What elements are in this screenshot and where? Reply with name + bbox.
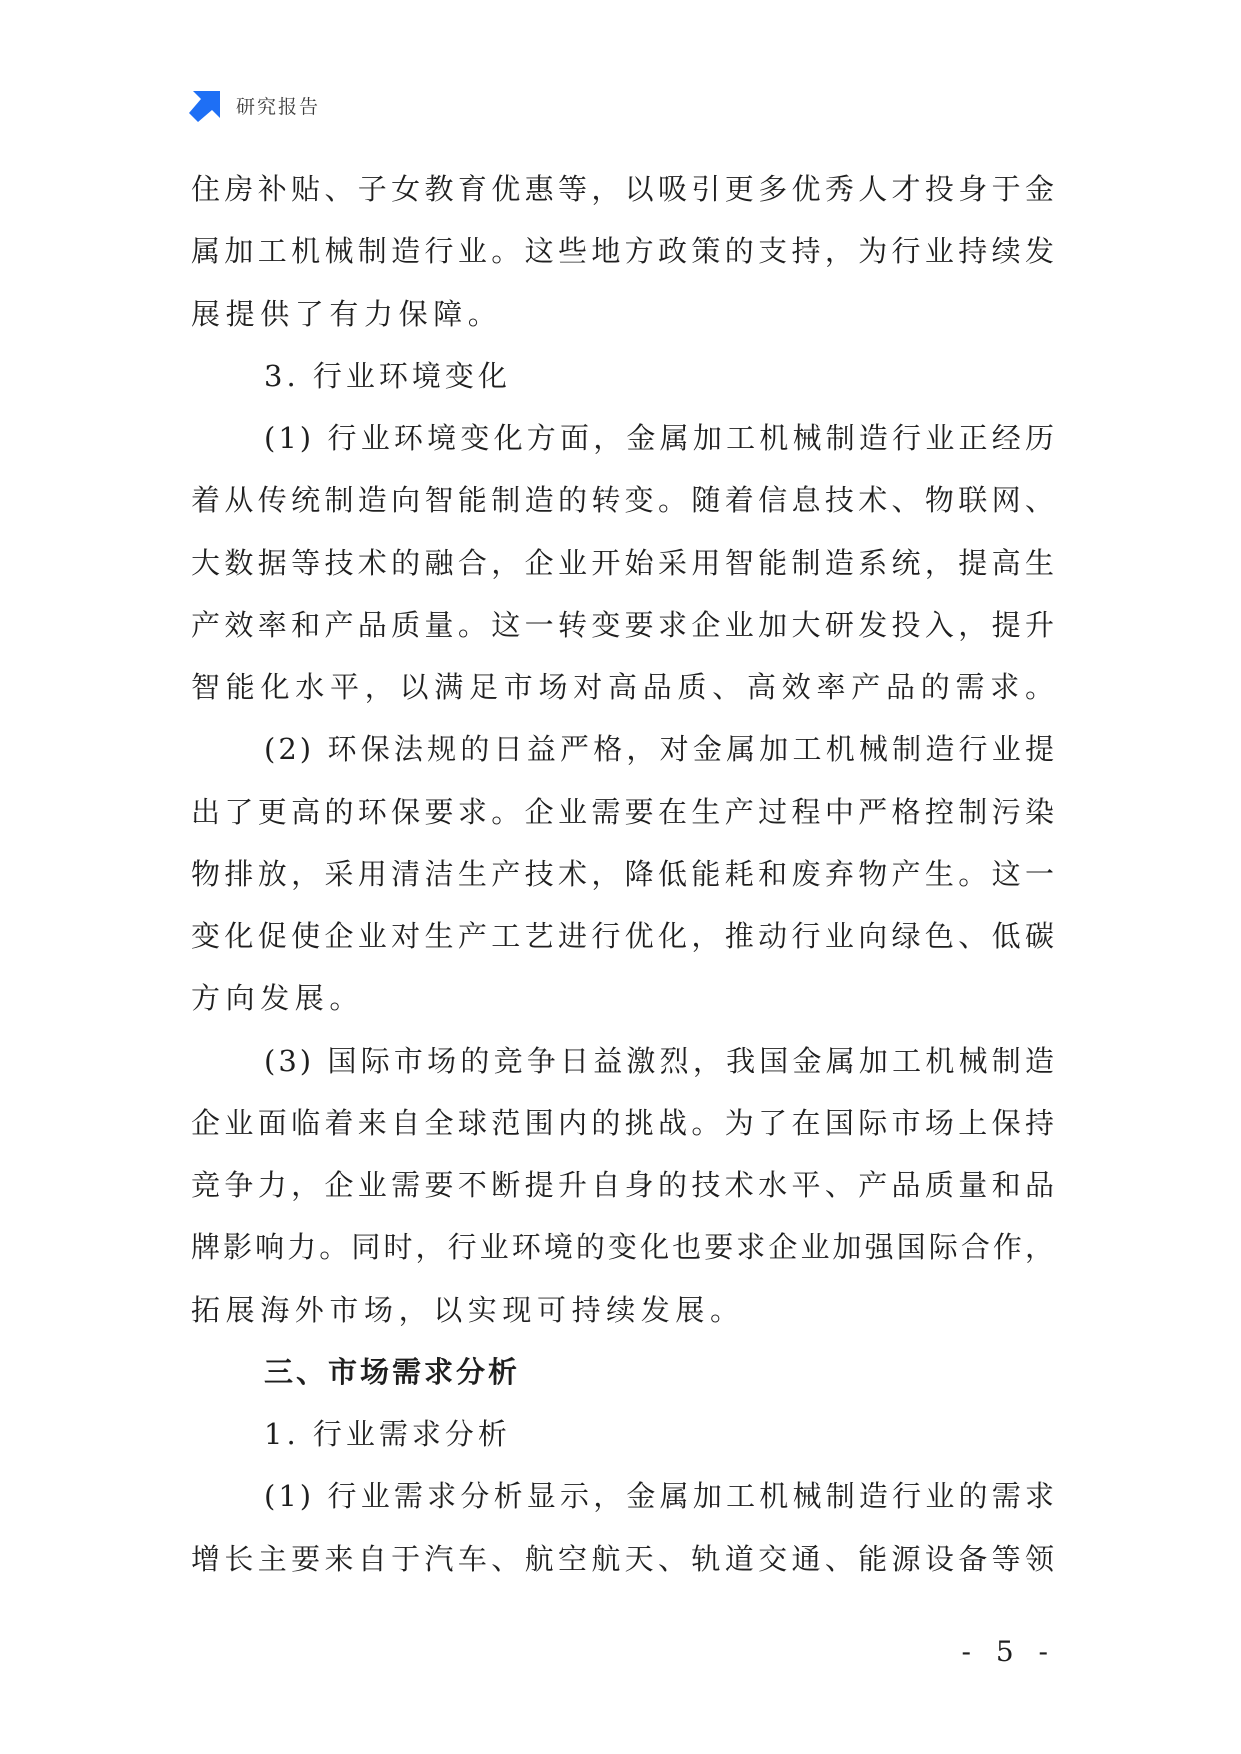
body-line: 属加工机械制造行业。这些地方政策的支持，为行业持续发: [191, 234, 1057, 269]
body-line: 拓展海外市场，以实现可持续发展。: [191, 1292, 745, 1327]
report-label: 研究报告: [236, 95, 321, 118]
body-line: 智能化水平，以满足市场对高品质、高效率产品的需求。: [191, 670, 1057, 704]
report-header: [189, 88, 320, 122]
body-line: 变化促使企业对生产工艺进行优化，推动行业向绿色、低碳: [191, 919, 1057, 953]
subsection-heading: 3. 行业环境变化: [264, 358, 511, 393]
body-line: 方向发展。: [191, 981, 365, 1016]
body-line: 大数据等技术的融合，企业开始采用智能制造系统，提高生: [191, 545, 1057, 580]
body-line: (2) 环保法规的日益严格，对金属加工机械制造行业提: [264, 732, 1057, 767]
body-line: 增长主要来自于汽车、航空航天、轨道交通、能源设备等领: [191, 1541, 1057, 1576]
body-line: 展提供了有力保障。: [191, 296, 503, 331]
subsection-heading: 1. 行业需求分析: [264, 1417, 511, 1451]
body-line: 企业面临着来自全球范围内的挑战。为了在国际市场上保持: [191, 1105, 1057, 1140]
section-heading: 三、市场需求分析: [264, 1354, 521, 1389]
body-line: 住房补贴、子女教育优惠等，以吸引更多优秀人才投身于金: [191, 172, 1057, 206]
body-line: 着从传统制造向智能制造的转变。随着信息技术、物联网、: [191, 483, 1057, 518]
body-line: 牌影响力。同时，行业环境的变化也要求企业加强国际合作，: [191, 1230, 1057, 1265]
body-line: (1) 行业环境变化方面，金属加工机械制造行业正经历: [264, 421, 1057, 455]
document-body: [191, 158, 1057, 1590]
body-line: 产效率和产品质量。这一转变要求企业加大研发投入，提升: [191, 607, 1057, 642]
body-line: 物排放，采用清洁生产技术，降低能耗和废弃物产生。这一: [191, 856, 1057, 891]
body-line: (3) 国际市场的竞争日益激烈，我国金属加工机械制造: [264, 1043, 1057, 1078]
body-line: (1) 行业需求分析显示，金属加工机械制造行业的需求: [264, 1479, 1057, 1514]
body-line: 竞争力，企业需要不断提升自身的技术水平、产品质量和品: [191, 1168, 1057, 1202]
arrow-up-right-icon: [189, 89, 222, 122]
body-line: 出了更高的环保要求。企业需要在生产过程中严格控制污染: [191, 794, 1057, 829]
page-number: - 5 -: [961, 1635, 1056, 1668]
